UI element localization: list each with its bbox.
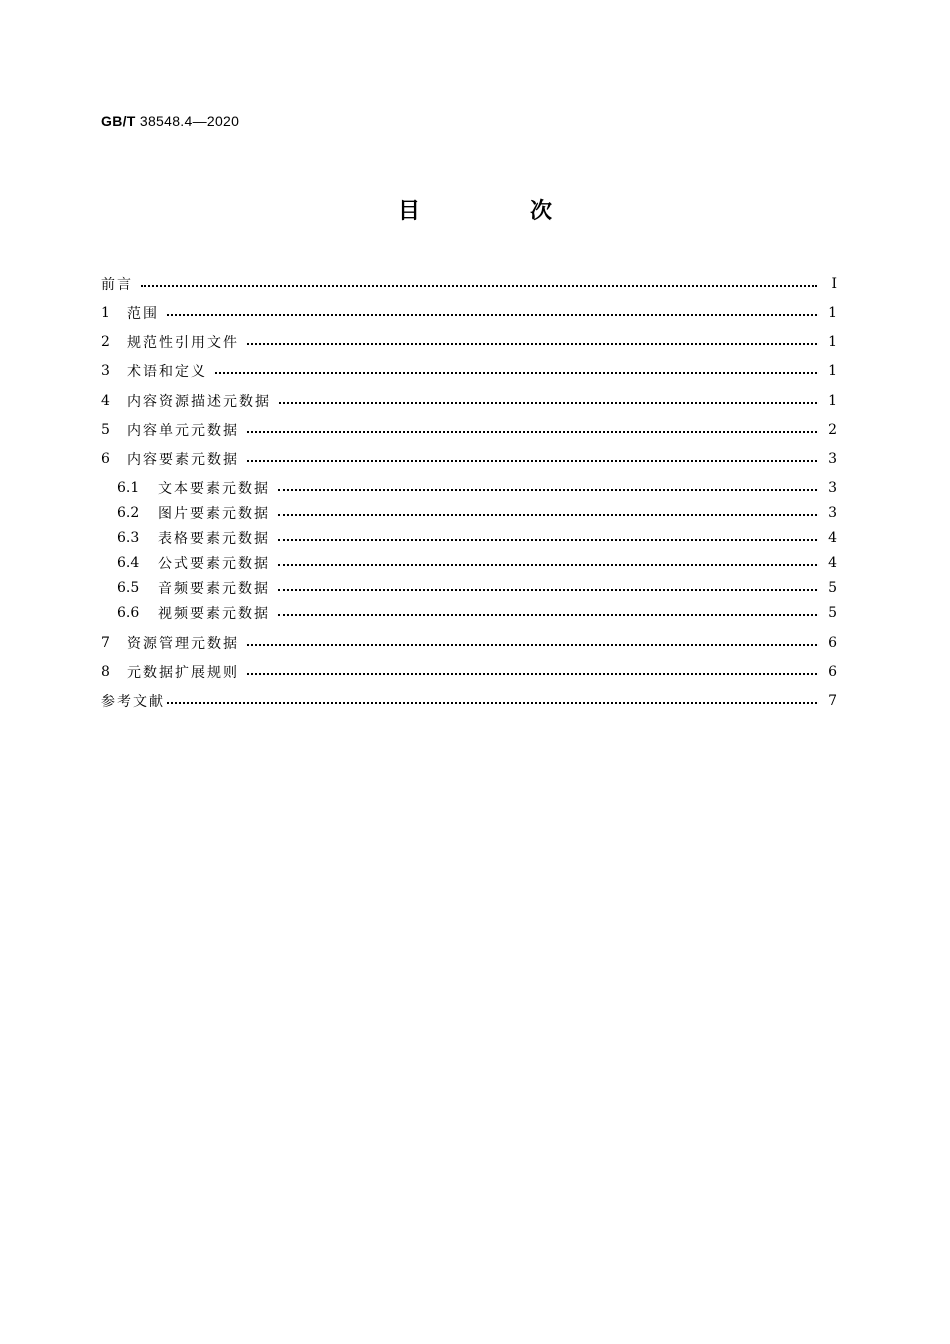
toc-entry-page: 3 <box>828 451 837 467</box>
toc-entry-foreword[interactable] <box>101 273 837 295</box>
toc-entry-label: 内容单元元数据 <box>127 423 239 439</box>
toc-entry-4[interactable] <box>101 390 837 412</box>
toc-entry-number: 4 <box>101 393 110 409</box>
toc-entry-label: 音频要素元数据 <box>158 581 270 597</box>
toc-entry-label: 规范性引用文件 <box>127 335 239 351</box>
dot-leader <box>278 531 817 545</box>
dot-leader <box>278 481 817 495</box>
toc-entry-label: 表格要素元数据 <box>158 531 270 547</box>
dot-leader <box>278 581 817 595</box>
toc-entry-label: 前言 <box>101 277 133 293</box>
dot-leader <box>247 452 817 466</box>
toc-entry-page: 3 <box>828 480 837 496</box>
toc-entry-number: 6.3 <box>117 530 140 546</box>
dot-leader <box>215 364 817 378</box>
toc-entry-page: 4 <box>828 530 837 546</box>
toc-entry-label: 文本要素元数据 <box>158 481 270 497</box>
toc-entry-6-3[interactable] <box>101 527 837 549</box>
toc-entry-page: 1 <box>828 393 837 409</box>
dot-leader <box>278 506 817 520</box>
toc-entry-7[interactable] <box>101 632 837 654</box>
toc-entry-page: 5 <box>828 580 837 596</box>
toc-entry-label: 图片要素元数据 <box>158 506 270 522</box>
toc-entry-page: 1 <box>828 334 837 350</box>
toc-entry-page: 6 <box>828 635 837 651</box>
toc-entry-page: 5 <box>828 605 837 621</box>
standard-number: 38548.4—2020 <box>139 113 240 129</box>
dot-leader <box>167 306 817 320</box>
toc-entry-number: 2 <box>101 334 110 350</box>
dot-leader <box>278 606 817 620</box>
toc-entry-bibliography[interactable] <box>101 690 837 712</box>
toc-entry-label: 元数据扩展规则 <box>127 665 239 681</box>
toc-entry-label: 参考文献 <box>101 694 165 710</box>
toc-entry-label: 资源管理元数据 <box>127 636 239 652</box>
toc-entry-3[interactable] <box>101 360 837 382</box>
toc-entry-page: 1 <box>828 363 837 379</box>
toc-entry-label: 内容要素元数据 <box>127 452 239 468</box>
toc-title: 目 次 <box>397 199 596 224</box>
dot-leader <box>247 665 817 679</box>
toc-entry-page: 1 <box>828 305 837 321</box>
toc-entry-page: 6 <box>828 664 837 680</box>
toc-entry-number: 3 <box>101 363 110 379</box>
toc-entry-5[interactable] <box>101 419 837 441</box>
dot-leader <box>247 636 817 650</box>
toc-entry-6-2[interactable] <box>101 502 837 524</box>
dot-leader <box>141 277 817 291</box>
standard-prefix: GB/T <box>101 113 136 129</box>
toc-entry-page: Ⅰ <box>831 276 837 292</box>
toc-entry-2[interactable] <box>101 331 837 353</box>
toc-entry-number: 6.1 <box>117 480 140 496</box>
toc-entry-8[interactable] <box>101 661 837 683</box>
document-code <box>101 113 239 129</box>
dot-leader <box>279 394 817 408</box>
toc-entry-number: 6.6 <box>117 605 140 621</box>
dot-leader <box>278 556 817 570</box>
toc-entry-label: 公式要素元数据 <box>158 556 270 572</box>
toc-entry-number: 6.5 <box>117 580 140 596</box>
toc-entry-number: 8 <box>101 664 110 680</box>
toc-entry-number: 1 <box>101 305 110 321</box>
dot-leader <box>167 694 817 708</box>
toc-entry-number: 6 <box>101 451 110 467</box>
toc-entry-6-5[interactable] <box>101 577 837 599</box>
toc-entry-number: 5 <box>101 422 110 438</box>
dot-leader <box>247 335 817 349</box>
toc-entry-page: 3 <box>828 505 837 521</box>
toc-entry-page: 7 <box>828 693 837 709</box>
toc-entry-6-1[interactable] <box>101 477 837 499</box>
toc-entry-label: 视频要素元数据 <box>158 606 270 622</box>
toc-entry-1[interactable] <box>101 302 837 324</box>
toc-entry-page: 4 <box>828 555 837 571</box>
toc-entry-6[interactable] <box>101 448 837 470</box>
dot-leader <box>247 423 817 437</box>
toc-entry-label: 内容资源描述元数据 <box>127 394 271 410</box>
toc-entry-label: 术语和定义 <box>127 364 207 380</box>
toc-entry-page: 2 <box>828 422 837 438</box>
toc-entry-number: 7 <box>101 635 110 651</box>
toc-entry-label: 范围 <box>127 306 159 322</box>
toc-entry-number: 6.2 <box>117 505 140 521</box>
toc-entry-6-4[interactable] <box>101 552 837 574</box>
toc-entry-6-6[interactable] <box>101 602 837 624</box>
toc-entry-number: 6.4 <box>117 555 140 571</box>
